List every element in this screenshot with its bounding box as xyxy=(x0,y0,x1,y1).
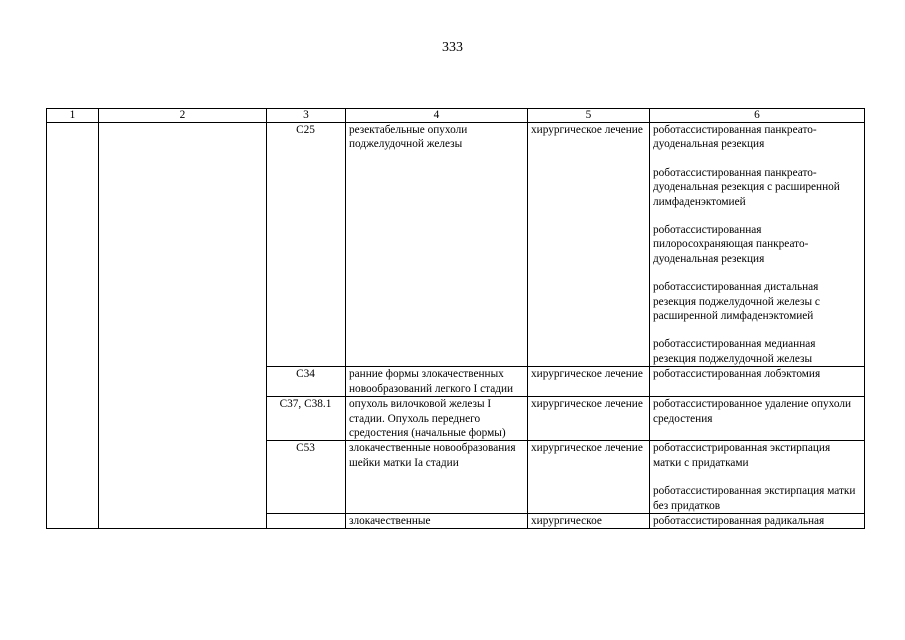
method-item: роботассистированная дистальная резекция поджелудочной железы с расширенной лимфаденэктомией xyxy=(653,281,820,323)
method-item: роботассистированное удаление опухоли средостения xyxy=(653,398,852,425)
cell-code: C37, C38.1 xyxy=(267,397,346,441)
cell-treatment: хирургическое лечение xyxy=(528,123,650,367)
cell-group xyxy=(99,123,267,529)
method-item: роботассистированная панкреато-дуоденальная резекция с расширенной лимфаденэктомией xyxy=(653,166,840,208)
cell-treatment: хирургическое лечение xyxy=(528,441,650,514)
cell-methods xyxy=(650,513,865,528)
method-item: роботассистированная экстирпация матки без придатков xyxy=(653,485,856,512)
header-cell-5: 5 xyxy=(528,109,650,123)
cell-model: ранние формы злокачественных новообразований легкого I стадии xyxy=(346,367,528,397)
method-item: роботассистированная радикальная xyxy=(653,514,825,527)
header-cell-6: 6 xyxy=(650,109,865,123)
header-row xyxy=(47,109,865,123)
table-row xyxy=(47,123,865,367)
page-number: 333 xyxy=(442,40,463,55)
cell-code: C34 xyxy=(267,367,346,397)
treatment-table xyxy=(46,108,865,529)
header-cell-2: 2 xyxy=(99,109,267,123)
cell-model: опухоль вилочковой железы I стадии. Опухоль переднего средостения (начальные формы) xyxy=(346,397,528,441)
header-cell-3: 3 xyxy=(267,109,346,123)
cell-treatment: хирургическое xyxy=(528,513,650,528)
cell-code: C53 xyxy=(267,441,346,514)
method-item: роботассистированная лобэктомия xyxy=(653,368,821,381)
cell-code xyxy=(267,513,346,528)
cell-methods xyxy=(650,441,865,514)
method-item: роботассистированная медианная резекция поджелудочной железы xyxy=(653,338,816,365)
cell-methods xyxy=(650,123,865,367)
cell-code: C25 xyxy=(267,123,346,367)
method-item: роботассистированная панкреато-дуоденальная резекция xyxy=(653,124,817,151)
header-cell-1: 1 xyxy=(47,109,99,123)
cell-treatment: хирургическое лечение xyxy=(528,397,650,441)
header-cell-4: 4 xyxy=(346,109,528,123)
cell-model: злокачественные xyxy=(346,513,528,528)
cell-number xyxy=(47,123,99,529)
cell-treatment: хирургическое лечение xyxy=(528,367,650,397)
cell-model: резектабельные опухоли поджелудочной железы xyxy=(346,123,528,367)
method-item: роботассистрированная экстирпация матки с придатками xyxy=(653,442,831,469)
cell-model: злокачественные новообразования шейки матки Ia стадии xyxy=(346,441,528,514)
cell-methods xyxy=(650,367,865,397)
method-item: роботассистированная пилоросохраняющая панкреато-дуоденальная резекция xyxy=(653,224,809,265)
cell-methods xyxy=(650,397,865,441)
